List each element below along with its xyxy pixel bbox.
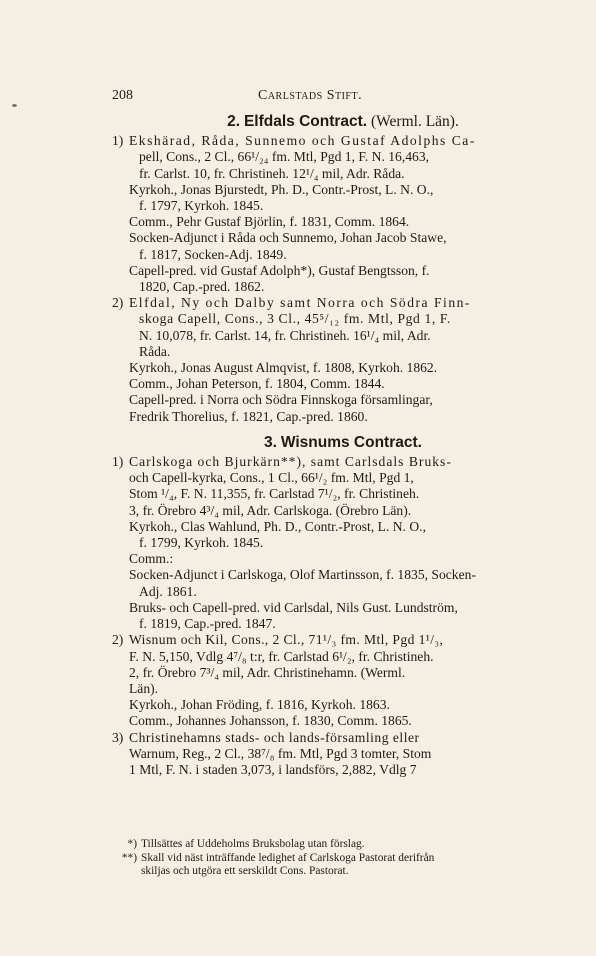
- entry-line: Kyrkoh., Johan Fröding, f. 1816, Kyrkoh. 1863.: [129, 697, 390, 713]
- entry-line: f. 1817, Socken-Adj. 1849.: [139, 246, 287, 262]
- footnote-mark: **): [121, 851, 137, 864]
- entry-line: 1 Mtl, F. N. i staden 3,073, i landsförs, 2,882, Vdlg 7: [129, 761, 417, 777]
- entry-line: Råda.: [139, 343, 171, 359]
- entry-line: 3, fr. Örebro 4³/₄ mil, Adr. Carlskoga. (Örebro Län).: [129, 502, 412, 518]
- entry-line: och Capell-kyrka, Cons., 1 Cl., 66¹/₂ fm. Mtl, Pgd 1,: [129, 470, 414, 486]
- entry-line: Carlskoga och Bjurkärn**), samt Carlsdals Bruks-: [129, 454, 452, 470]
- entry-marker: 1): [112, 133, 124, 149]
- entry-line: Län).: [129, 680, 159, 696]
- paper-spot: [12, 104, 17, 107]
- entry-line: Stom ¹/₄, F. N. 11,355, fr. Carlstad 7¹/₂, fr. Christineh.: [129, 486, 420, 502]
- entry-line: Wisnum och Kil, Cons., 2 Cl., 71¹/₃ fm. Mtl, Pgd 1¹/₃,: [129, 632, 444, 648]
- section-title: Elfdals Contract.: [243, 113, 368, 130]
- entry-line: fr. Carlst. 10, fr. Christineh. 12¹/₄ mil, Adr. Råda.: [139, 165, 405, 181]
- footnote: [118, 852, 574, 866]
- entry-marker: 3): [112, 729, 124, 745]
- entry-line: F. N. 5,150, Vdlg 4⁷/₈ t:r, fr. Carlstad 6¹/₂, fr. Christineh.: [129, 648, 434, 664]
- entry-line: Kyrkoh., Jonas August Almqvist, f. 1808, Kyrkoh. 1862.: [129, 360, 438, 376]
- footnote-mark: *): [127, 838, 137, 850]
- entry-line: f. 1797, Kyrkoh. 1845.: [139, 198, 264, 214]
- footnote-text: Skall vid näst inträffande ledighet af Carlskoga Pastorat derifrån: [141, 851, 435, 864]
- entry-line: skoga Capell, Cons., 3 Cl., 45⁵/₁₂ fm. Mtl, Pgd 1, F.: [139, 311, 451, 327]
- entry-marker: 2): [112, 632, 124, 648]
- entry-line: Elfdal, Ny och Dalby samt Norra och Södra Finn-: [129, 295, 471, 311]
- entry-line: Warnum, Reg., 2 Cl., 38⁷/₈ fm. Mtl, Pgd 3 tomter, Stom: [129, 745, 432, 761]
- section-county: (Werml. Län).: [371, 113, 459, 130]
- footnotes: [118, 838, 574, 879]
- parish-entry: [112, 632, 574, 729]
- entry-line: Comm.:: [129, 551, 174, 567]
- entry-marker: 1): [112, 454, 124, 470]
- footnote-continuation: skiljas och utgöra ett serskildt Cons. Pastorat.: [141, 865, 349, 877]
- section-number: 3.: [264, 433, 277, 451]
- main-text: [112, 110, 574, 778]
- running-title: Carlstads Stift.: [258, 88, 363, 103]
- footnote: [118, 838, 574, 852]
- section-heading: [112, 435, 574, 451]
- entry-line: Kyrkoh., Jonas Bjurstedt, Ph. D., Contr.-Prost, L. N. O.,: [129, 181, 434, 197]
- entry-line: Capell-pred. i Norra och Södra Finnskoga församlingar,: [129, 392, 433, 408]
- entry-line: Kyrkoh., Clas Wahlund, Ph. D., Contr.-Prost, L. N. O.,: [129, 518, 426, 534]
- entry-line: Socken-Adjunct i Råda och Sunnemo, Johan Jacob Stawe,: [129, 230, 447, 246]
- parish-entry: [112, 133, 574, 295]
- entry-line: 1820, Cap.-pred. 1862.: [139, 279, 265, 295]
- page-header: [112, 88, 566, 106]
- entry-line: Fredrik Thorelius, f. 1821, Cap.-pred. 1860.: [129, 408, 368, 424]
- entry-line: f. 1819, Cap.-pred. 1847.: [139, 616, 276, 632]
- entry-line: f. 1799, Kyrkoh. 1845.: [139, 535, 264, 551]
- section-title: Wisnums Contract.: [280, 433, 422, 451]
- footnote-text: Tillsättes af Uddeholms Bruksbolag utan förslag.: [141, 838, 365, 850]
- parish-entry: [112, 295, 574, 425]
- entry-line: Christinehamns stads- och lands-församling eller: [129, 729, 420, 745]
- entry-line: pell, Cons., 2 Cl., 66¹/₂₄ fm. Mtl, Pgd 1, F. N. 16,463,: [139, 149, 430, 165]
- entry-line: Comm., Pehr Gustaf Björlin, f. 1831, Comm. 1864.: [129, 214, 410, 230]
- parish-entry: [112, 729, 574, 779]
- section-number: 2.: [227, 113, 241, 130]
- entry-line: Adj. 1861.: [139, 583, 197, 599]
- entry-line: Comm., Johannes Johansson, f. 1830, Comm. 1865.: [129, 713, 412, 729]
- entry-line: Socken-Adjunct i Carlskoga, Olof Martinsson, f. 1835, Socken-: [129, 567, 476, 583]
- entry-line: Ekshärad, Råda, Sunnemo och Gustaf Adolphs Ca-: [129, 133, 476, 149]
- entry-line: N. 10,078, fr. Carlst. 14, fr. Christineh. 16¹/₄ mil, Adr.: [139, 327, 431, 343]
- entry-line: Comm., Johan Peterson, f. 1804, Comm. 1844.: [129, 376, 385, 392]
- parish-entry: [112, 454, 574, 632]
- page-number: 208: [112, 88, 133, 103]
- entry-line: Capell-pred. vid Gustaf Adolph*), Gustaf Bengtsson, f.: [129, 262, 430, 278]
- section-heading: [112, 114, 574, 130]
- entry-line: 2, fr. Örebro 7³/₄ mil, Adr. Christinehamn. (Werml.: [129, 664, 406, 680]
- entry-marker: 2): [112, 295, 124, 311]
- entry-line: Bruks- och Capell-pred. vid Carlsdal, Nils Gust. Lundström,: [129, 599, 458, 615]
